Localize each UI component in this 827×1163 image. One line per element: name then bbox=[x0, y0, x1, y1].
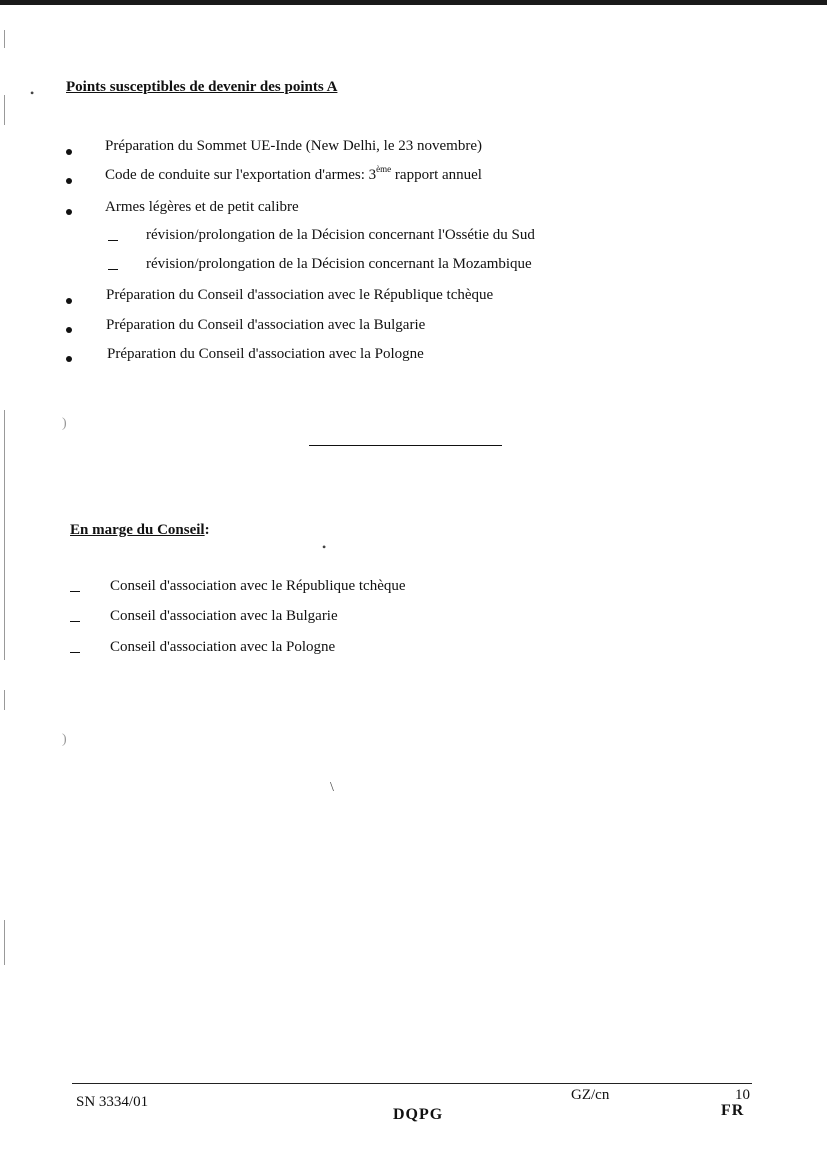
list-item bbox=[105, 166, 482, 184]
bullet-icon bbox=[66, 327, 72, 333]
list-item: Préparation du Conseil d'association avec le République tchèque bbox=[106, 287, 494, 303]
section-title-colon: : bbox=[204, 522, 210, 538]
superscript: ème bbox=[376, 164, 392, 174]
footer-rule bbox=[72, 1083, 752, 1084]
dash-icon bbox=[70, 652, 80, 653]
section-title-text: En marge du Conseil bbox=[70, 522, 205, 538]
scan-speck: ) bbox=[62, 732, 67, 747]
list-item: Armes légères et de petit calibre bbox=[105, 199, 299, 215]
scan-speck: • bbox=[30, 86, 35, 100]
top-border-rule bbox=[0, 0, 827, 5]
bullet-icon bbox=[66, 149, 72, 155]
margin-mark bbox=[4, 410, 5, 660]
dash-icon bbox=[70, 621, 80, 622]
department-code: DQPG bbox=[393, 1106, 444, 1123]
list-item: Préparation du Conseil d'association avec la Pologne bbox=[107, 346, 424, 362]
scan-speck: \ bbox=[330, 780, 334, 795]
dash-icon bbox=[108, 269, 118, 270]
list-item: Préparation du Conseil d'association avec la Bulgarie bbox=[106, 317, 426, 333]
section-divider bbox=[309, 445, 502, 446]
margin-mark bbox=[4, 690, 5, 710]
section-title-points-a: Points susceptibles de devenir des points A bbox=[66, 79, 338, 95]
bullet-icon bbox=[66, 209, 72, 215]
scan-speck: ) bbox=[62, 416, 67, 431]
list-item: Conseil d'association avec le République tchèque bbox=[110, 578, 406, 594]
dash-icon bbox=[108, 240, 118, 241]
author-initials: GZ/cn bbox=[571, 1087, 610, 1103]
section-title-en-marge bbox=[70, 522, 210, 539]
list-item: Préparation du Sommet UE-Inde (New Delhi, le 23 novembre) bbox=[105, 138, 482, 154]
bullet-icon bbox=[66, 298, 72, 304]
bullet-icon bbox=[66, 356, 72, 362]
language-code: FR bbox=[721, 1102, 745, 1119]
margin-mark bbox=[4, 95, 5, 125]
list-item-text-tail: rapport annuel bbox=[391, 167, 482, 183]
list-item: Conseil d'association avec la Pologne bbox=[110, 639, 336, 655]
sub-list-item: révision/prolongation de la Décision concernant la Mozambique bbox=[146, 256, 532, 272]
dash-icon bbox=[70, 591, 80, 592]
document-reference: SN 3334/01 bbox=[76, 1094, 149, 1110]
margin-mark bbox=[4, 30, 5, 48]
bullet-icon bbox=[66, 178, 72, 184]
list-item-text: Code de conduite sur l'exportation d'armes: 3 bbox=[105, 167, 377, 183]
sub-list-item: révision/prolongation de la Décision concernant l'Ossétie du Sud bbox=[146, 227, 535, 243]
list-item: Conseil d'association avec la Bulgarie bbox=[110, 608, 338, 624]
page-number: 10 bbox=[735, 1087, 750, 1103]
scan-speck: • bbox=[322, 540, 327, 554]
margin-mark bbox=[4, 920, 5, 965]
